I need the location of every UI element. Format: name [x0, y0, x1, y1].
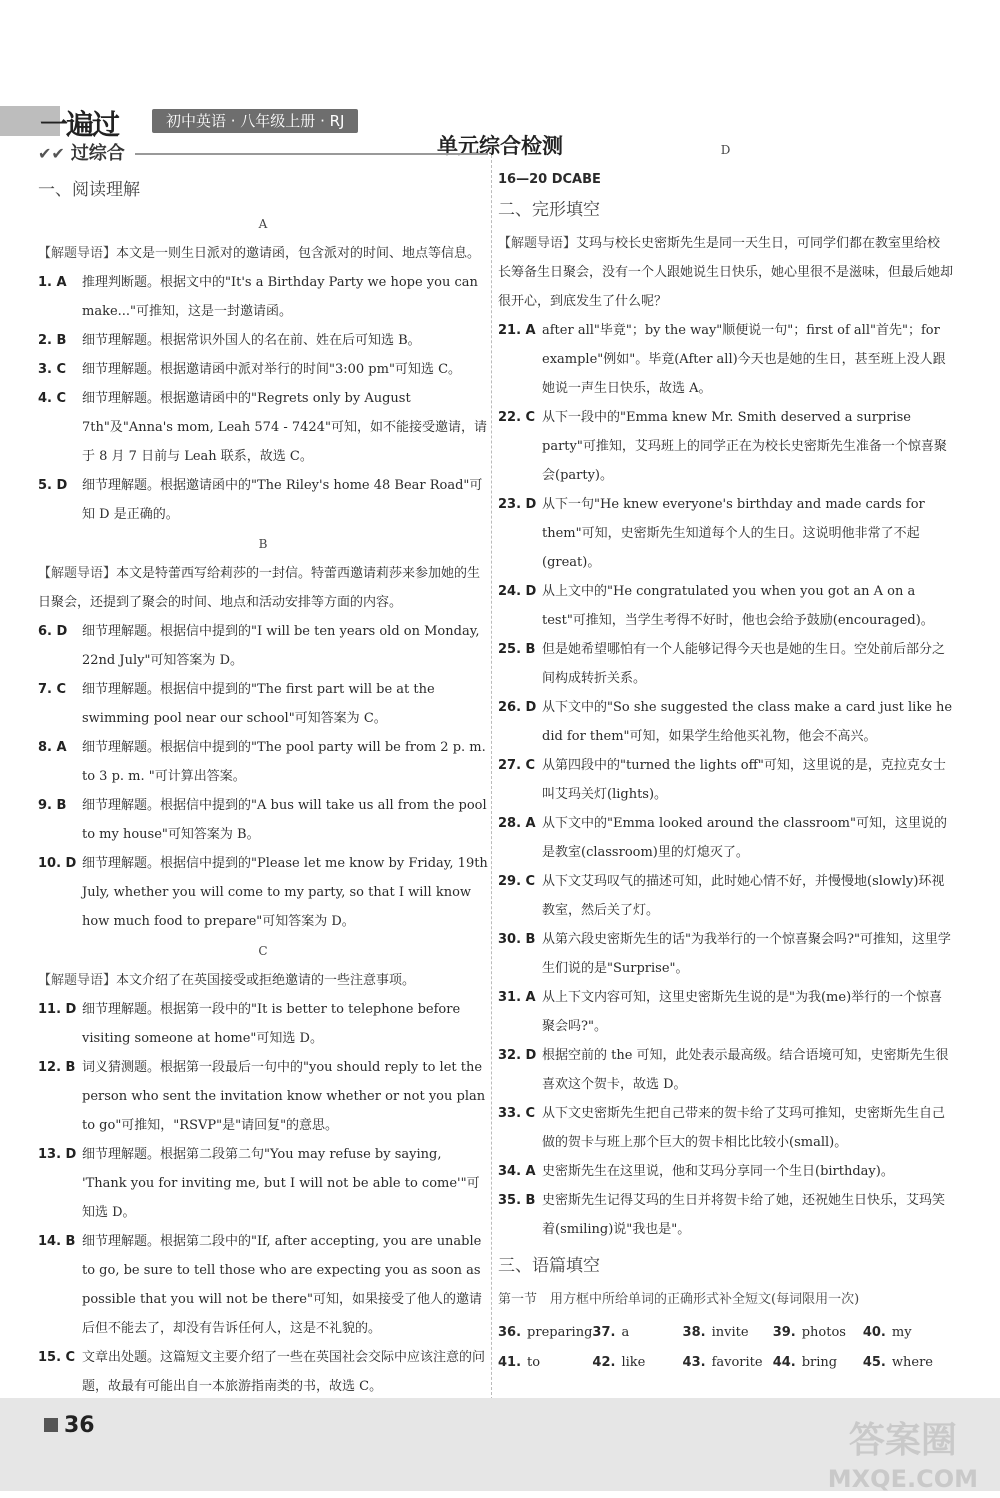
answer-item [38, 355, 488, 384]
answer-number: 6. D [38, 624, 68, 639]
guide-c-text: 本文介绍了在英国接受或拒绝邀请的一些注意事项。 [116, 973, 416, 988]
answer-item [498, 867, 953, 925]
answer-item [498, 809, 953, 867]
answer-item [38, 384, 488, 471]
part1-heading: 一、阅读理解 [38, 180, 140, 200]
answer-explanation: 从下一句"He knew everyone's birthday and made cards for them"可知，史密斯先生知道每个人的生日。这说明他非常了不起(great)。 [542, 497, 925, 570]
section-bar [38, 139, 488, 168]
answer-number: 11. D [38, 1002, 77, 1017]
part3-heading: 三、语篇填空 [498, 1256, 600, 1276]
fill-word: photos [801, 1325, 846, 1340]
answer-number: 34. A [498, 1164, 536, 1179]
guide-b-text: 本文是特蕾西写给莉莎的一封信。特蕾西邀请莉莎来参加她的生日聚会，还提到了聚会的时间、地点和活动安排等方面的内容。 [38, 566, 481, 610]
right-column [498, 135, 953, 1378]
answer-item [498, 490, 953, 577]
brand-logo: 一遍过 [40, 108, 119, 141]
fill-answer [592, 1348, 682, 1378]
page-number-text: 36 [64, 1413, 95, 1438]
answer-item [38, 471, 488, 529]
answer-explanation: 词义猜测题。根据第一段最后一句中的"you should reply to let the person who sent the invitation know whether or not you plan to go"可推知，"RSVP"是"请回复"的意思。 [82, 1060, 486, 1133]
answer-number: 4. C [38, 391, 67, 406]
answer-explanation: 细节理解题。根据邀请函中的"Regrets only by August 7th"及"Anna's mom, Leah 574 - 7424"可知，如不能接受邀请，请于 8 月 7 日前与 Leah 联系，故选 C。 [82, 391, 487, 464]
guide-a-text: 本文是一则生日派对的邀请函，包含派对的时间、地点等信息。 [116, 246, 481, 261]
answer-item [38, 675, 488, 733]
guide-a-label: 【解题导语】 [38, 246, 117, 261]
answer-number: 29. C [498, 874, 536, 889]
fill-answer [773, 1348, 863, 1378]
watermark-text: 答案圈 [848, 1420, 957, 1461]
answer-explanation: 文章出处题。这篇短文主要介绍了一些在英国社会交际中应该注意的问题，故最有可能出自一本旅游指南类的书，故选 C。 [82, 1350, 486, 1394]
answer-explanation: 细节理解题。根据第二段中的"If, after accepting, you are unable to go, be sure to tell those who are expecting you as soon as possible that you will not be there"可知，如果接受了他人的邀请后但不能去了，却没有告诉任何人，这是不礼貌的。 [82, 1234, 482, 1336]
fill-number: 37. [592, 1325, 616, 1340]
answer-item [38, 1343, 488, 1401]
fill-word: like [621, 1355, 646, 1370]
answer-number: 14. B [38, 1234, 76, 1249]
part3-subheading: 第一节 用方框中所给单词的正确形式补全短文(每词限用一次) [498, 1292, 860, 1307]
guide-c [38, 966, 488, 995]
answer-item [498, 1041, 953, 1099]
cloze-guide-label: 【解题导语】 [498, 236, 577, 251]
answer-number: 25. B [498, 642, 536, 657]
answer-item [498, 751, 953, 809]
answer-item [38, 1053, 488, 1140]
answer-item [498, 1157, 953, 1186]
answer-item [498, 1186, 953, 1244]
answer-number: 21. A [498, 323, 536, 338]
answer-item [498, 316, 953, 403]
answer-explanation: 从下文史密斯先生把自己带来的贺卡给了艾玛可推知，史密斯先生自己做的贺卡与班上那个巨大的贺卡相比比较小(small)。 [542, 1106, 946, 1150]
answer-item [38, 1140, 488, 1227]
answer-number: 13. D [38, 1147, 77, 1162]
cloze-guide [498, 229, 953, 316]
answer-number: 30. B [498, 932, 536, 947]
answer-explanation: 细节理解题。根据信中提到的"I will be ten years old on Monday, 22nd July"可知答案为 D。 [82, 624, 480, 668]
answer-item [498, 925, 953, 983]
answer-number: 3. C [38, 362, 67, 377]
guide-b [38, 559, 488, 617]
answer-number: 23. D [498, 497, 537, 512]
answer-explanation: 细节理解题。根据邀请函中的"The Riley's home 48 Bear Road"可知 D 是正确的。 [82, 478, 483, 522]
answer-explanation: 史密斯先生记得艾玛的生日并将贺卡给了她，还祝她生日快乐，艾玛笑着(smiling)说"我也是"。 [542, 1193, 946, 1237]
answer-number: 28. A [498, 816, 536, 831]
answer-number: 33. C [498, 1106, 536, 1121]
fill-word: favorite [711, 1355, 763, 1370]
fill-answer [863, 1318, 953, 1348]
answers-c [38, 995, 488, 1401]
guide-b-label: 【解题导语】 [38, 566, 117, 581]
check-icon: ✔✔ [38, 144, 65, 163]
answer-explanation: 细节理解题。根据信中提到的"A bus will take us all from the pool to my house"可知答案为 B。 [82, 798, 487, 842]
answer-item [38, 617, 488, 675]
answer-explanation: 细节理解题。根据信中提到的"The first part will be at the swimming pool near our school"可知答案为 C。 [82, 682, 435, 726]
guide-c-label: 【解题导语】 [38, 973, 117, 988]
fill-number: 39. [772, 1325, 796, 1340]
answer-explanation: 根据空前的 the 可知，此处表示最高级。结合语境可知，史密斯先生很喜欢这个贺卡，故选 D。 [542, 1048, 949, 1092]
part2-heading: 二、完形填空 [498, 200, 600, 220]
left-column [38, 135, 488, 1401]
answer-explanation: 细节理解题。根据第一段中的"It is better to telephone before visiting someone at home"可知选 D。 [82, 1002, 461, 1046]
answer-explanation: 从下一段中的"Emma knew Mr. Smith deserved a surprise party"可推知，艾玛班上的同学正在为校长史密斯先生准备一个惊喜聚会(party)。 [542, 410, 947, 483]
answer-number: 32. D [498, 1048, 537, 1063]
fill-answer [592, 1318, 682, 1348]
fill-word: bring [801, 1355, 838, 1370]
answer-number: 7. C [38, 682, 67, 697]
answer-explanation: after all"毕竟"；by the way"顺便说一句"；first of all"首先"；for example"例如"。毕竟(After all)今天也是她的生日，甚至班上没人跟她说一声生日快乐，故选 A。 [542, 323, 946, 396]
passage-a-label: A [258, 217, 268, 231]
answer-item [38, 326, 488, 355]
answer-number: 12. B [38, 1060, 76, 1075]
answer-explanation: 从下文中的"Emma looked around the classroom"可知，这里说的是教室(classroom)里的灯熄灭了。 [542, 816, 947, 860]
fill-number: 36. [498, 1325, 522, 1340]
fill-word: my [891, 1325, 912, 1340]
answer-item [38, 733, 488, 791]
answers-a [38, 268, 488, 529]
answer-item [498, 983, 953, 1041]
answer-number: 15. C [38, 1350, 76, 1365]
answers-b [38, 617, 488, 936]
answer-item [38, 1227, 488, 1343]
fill-answer [683, 1318, 773, 1348]
page-number [44, 1413, 95, 1438]
answer-item [498, 403, 953, 490]
answer-number: 27. C [498, 758, 536, 773]
guide-a [38, 239, 488, 268]
answer-explanation: 从第四段中的"turned the lights off"可知，这里说的是，克拉克女士叫艾玛关灯(lights)。 [542, 758, 946, 802]
watermark-url: MXQE.COM [827, 1465, 978, 1493]
answer-item [38, 268, 488, 326]
answer-number: 5. D [38, 478, 68, 493]
book-label: 初中英语 · 八年级上册 · RJ [152, 109, 358, 133]
answer-item [498, 635, 953, 693]
answers-cloze [498, 316, 953, 1244]
header [0, 48, 395, 141]
square-icon [44, 1418, 58, 1432]
answer-item [498, 693, 953, 751]
answer-explanation: 细节理解题。根据第二段第二句"You may refuse by saying, 'Thank you for inviting me, but I will not be able to come'"可知选 D。 [82, 1147, 480, 1220]
fill-number: 40. [862, 1325, 886, 1340]
answer-explanation: 细节理解题。根据常识外国人的名在前、姓在后可知选 B。 [82, 333, 421, 348]
answer-explanation: 史密斯先生在这里说，他和艾玛分享同一个生日(birthday)。 [542, 1164, 894, 1179]
fill-number: 38. [682, 1325, 706, 1340]
answer-number: 8. A [38, 740, 67, 755]
answer-number: 9. B [38, 798, 67, 813]
answer-number: 26. D [498, 700, 537, 715]
answer-explanation: 从下文艾玛叹气的描述可知，此时她心情不好，并慢慢地(slowly)环视教室，然后关了灯。 [542, 874, 945, 918]
fill-word: invite [711, 1325, 749, 1340]
passage-b-label: B [258, 537, 268, 551]
fill-word: where [891, 1355, 933, 1370]
d-answers: 16—20 DCABE [498, 172, 601, 187]
fill-number: 43. [682, 1355, 706, 1370]
answer-item [38, 995, 488, 1053]
fill-number: 45. [862, 1355, 886, 1370]
fill-word: to [527, 1355, 541, 1370]
fill-word: a [621, 1325, 630, 1340]
answer-item [38, 849, 488, 936]
answer-explanation: 从上文中的"He congratulated you when you got an A on a test"可推知，当学生考得不好时，他也会给予鼓励(encouraged)。 [542, 584, 934, 628]
fill-in-answers [498, 1318, 953, 1378]
section-title: 过综合 [70, 143, 125, 164]
answer-explanation: 细节理解题。根据信中提到的"The pool party will be from 2 p. m. to 3 p. m. "可计算出答案。 [82, 740, 486, 784]
passage-d-label: D [720, 143, 731, 157]
fill-answer [683, 1348, 773, 1378]
section-rule [135, 153, 488, 155]
answer-item [498, 577, 953, 635]
answer-explanation: 从下文中的"So she suggested the class make a card just like he did for them"可知，如果学生给他买礼物，他会不高兴。 [542, 700, 953, 744]
cloze-guide-text: 艾玛与校长史密斯先生是同一天生日，可同学们都在教室里给校长筹备生日聚会，没有一个人跟她说生日快乐，她心里很不是滋味，但最后她却很开心，到底发生了什么呢？ [498, 236, 954, 309]
fill-answer [498, 1318, 592, 1348]
answer-number: 35. B [498, 1193, 536, 1208]
fill-number: 44. [772, 1355, 796, 1370]
answer-number: 1. A [38, 275, 67, 290]
answer-item [38, 791, 488, 849]
answer-explanation: 从第六段史密斯先生的话"为我举行的一个惊喜聚会吗?"可推知，这里学生们说的是"Surprise"。 [542, 932, 951, 976]
fill-answer [773, 1318, 863, 1348]
answer-number: 10. D [38, 856, 77, 871]
fill-answer [498, 1348, 592, 1378]
answer-explanation: 细节理解题。根据邀请函中派对举行的时间"3:00 pm"可知选 C。 [82, 362, 462, 377]
answer-explanation: 从上下文内容可知，这里史密斯先生说的是"为我(me)举行的一个惊喜聚会吗?"。 [542, 990, 943, 1034]
page-title: 单元综合检测 [437, 134, 563, 158]
answer-explanation: 但是她希望哪怕有一个人能够记得今天也是她的生日。空处前后部分之间构成转折关系。 [542, 642, 946, 686]
fill-number: 42. [592, 1355, 616, 1370]
answer-item [498, 1099, 953, 1157]
fill-number: 41. [498, 1355, 522, 1370]
answer-number: 22. C [498, 410, 536, 425]
answer-explanation: 细节理解题。根据信中提到的"Please let me know by Friday, 19th July, whether you will come to my party, so that I will know how much food to prepare"可知答案为 D。 [82, 856, 488, 929]
fill-answer [863, 1348, 953, 1378]
fill-word: preparing [527, 1325, 593, 1340]
answer-number: 31. A [498, 990, 536, 1005]
answer-number: 2. B [38, 333, 67, 348]
watermark [828, 1422, 978, 1498]
answer-number: 24. D [498, 584, 537, 599]
passage-c-label: C [258, 944, 268, 958]
column-divider [491, 150, 492, 1420]
answer-explanation: 推理判断题。根据文中的"It's a Birthday Party we hope you can make..."可推知，这是一封邀请函。 [82, 275, 478, 319]
